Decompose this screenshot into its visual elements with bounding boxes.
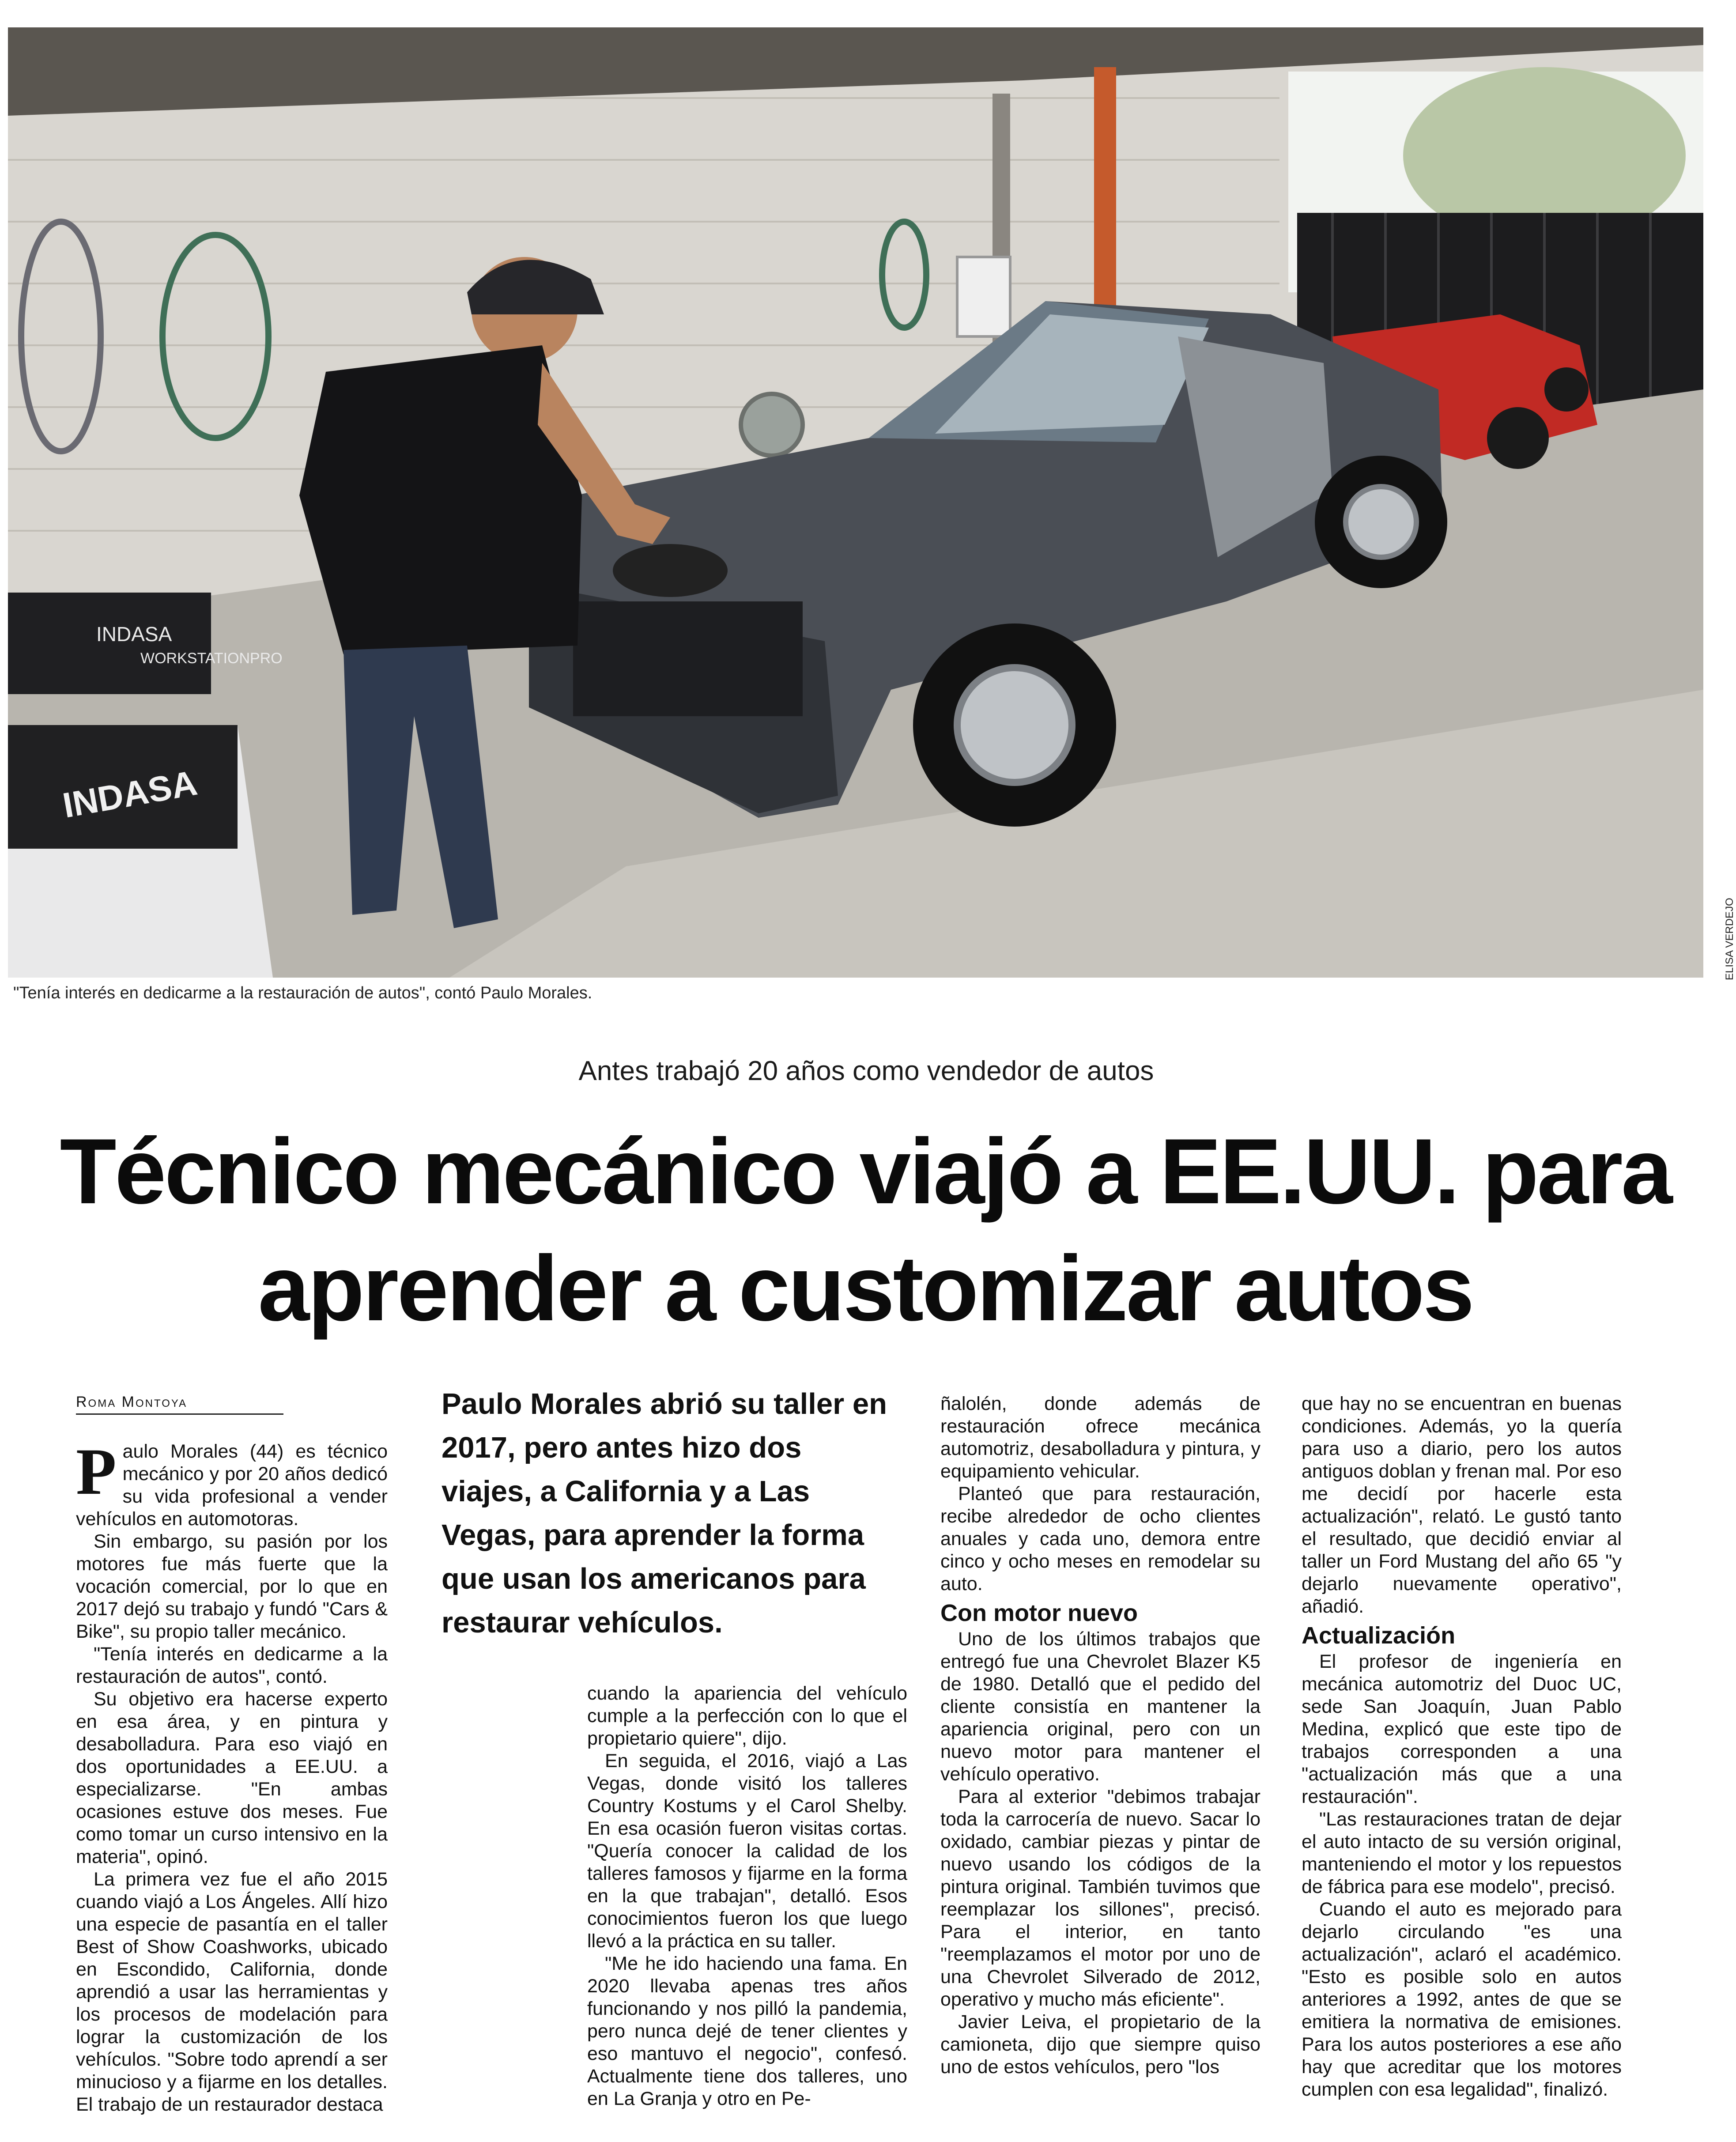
photo-caption: "Tenía interés en dedicarme a la restauración de autos", contó Paulo Morales. xyxy=(13,984,593,1002)
workstation-brand-text: INDASA xyxy=(96,623,172,646)
vacuum-brand-text: INDASA xyxy=(60,763,200,825)
workstation-model-text: WORKSTATIONPRO xyxy=(140,650,283,667)
drop-cap: P xyxy=(76,1435,117,1508)
column-3-paragraph: Para al exterior "debimos trabajar toda la carrocería de nuevo. Sacar lo oxidado, cambiar piezas y pintar de nuevo usando los códigos de la pintura original. También tuvimos que reemplazar los sillones", precisó. Para el interior, en tanto "reemplazamos el motor por uno de una Chevrolet Silverado de 2012, operativo y mucho más eficiente". xyxy=(940,1786,1260,2010)
column-1-paragraph: La primera vez fue el año 2015 cuando viajó a Los Ángeles. Allí hizo una especie de pasantía en el taller Best of Show Coashworks, ubicado en Escondido, California, donde aprendió a usar las herramientas y los procesos de modelación para lograr la customización de los vehículos. "Sobre todo aprendí a ser minucioso y a fijarme en los detalles. El trabajo de un restaurador destaca xyxy=(76,1869,388,2115)
photo-credit xyxy=(1706,892,1736,989)
article-headline xyxy=(35,1113,1695,1347)
column-1-paragraph: Sin embargo, su pasión por los motores fue más fuerte que la vocación comercial, por lo que en 2017 dejó su trabajo y fundó "Cars & Bike", su propio taller mecánico. xyxy=(76,1531,388,1642)
article-column-1 xyxy=(76,1435,388,2116)
column-4-paragraph: que hay no se encuentran en buenas condiciones. Además, yo la quería para uso a diario, pero los autos antiguos doblan y frenan mal. Por eso me decidí por hacerle esta actualización", relató. Le gustó tanto el resultado, que decidió enviar al taller un Ford Mustang del año 65 "y dejarlo nuevamente operativo", añadió. xyxy=(1302,1393,1622,1617)
column-2-paragraph: En seguida, el 2016, viajó a Las Vegas, donde visitó los talleres Country Kostums y el Carol Shelby. En esa ocasión fueron visitas cortas. "Quería conocer la calidad de los talleres famosos y fijarme en la forma en la que trabajan", detalló. Esos conocimientos fueron los que luego llevó a la práctica en su taller. xyxy=(587,1750,907,1952)
column-3-subhead: Con motor nuevo xyxy=(940,1600,1138,1626)
column-4-paragraph: El profesor de ingeniería en mecánica automotriz del Duoc UC, sede San Joaquín, Juan Pablo Medina, explicó que este tipo de trabajos corresponden a una "actualización más que a una restauración". xyxy=(1302,1651,1622,1807)
workshop-photo-illustration xyxy=(8,27,1703,978)
article-photo xyxy=(8,27,1703,978)
column-3-paragraph: Javier Leiva, el propietario de la camioneta, dijo que siempre quiso uno de estos vehículos, pero "los xyxy=(940,2011,1260,2078)
article-column-4 xyxy=(1302,1393,1622,2101)
column-4-paragraph: Cuando el auto es mejorado para dejarlo circulando "es una actualización", aclaró el académico. "Esto es posible solo en autos anteriores a 1992, antes de que se emitiera la normativa de emisiones. Para los autos posteriores a ese año hay que acreditar que los motores cumplen con esa legalidad", finalizó. xyxy=(1302,1899,1622,2100)
article-byline: Roma Montoya xyxy=(76,1394,283,1415)
column-1-paragraph: "Tenía interés en dedicarme a la restauración de autos", contó. xyxy=(76,1643,388,1687)
column-1-paragraph: Su objetivo era hacerse experto en esa área, y en pintura y desabolladura. Para eso viajó en dos oportunidades a EE.UU. a especializarse. "En ambas ocasiones estuve dos meses. Fue como tomar un curso intensivo en la materia", opinó. xyxy=(76,1689,388,1867)
column-2-paragraph: cuando la apariencia del vehículo cumple a la perfección con lo que el propietario quiere", dijo. xyxy=(587,1683,907,1749)
article-kicker: Antes trabajó 20 años como vendedor de autos xyxy=(578,1056,1154,1086)
headline-line-1: Técnico mecánico viajó a EE.UU. para xyxy=(60,1119,1671,1223)
column-3-paragraph: ñalolén, donde además de restauración ofrece mecánica automotriz, desabolladura y pintura, y equipamiento vehicular. xyxy=(940,1393,1260,1482)
article-column-2 xyxy=(587,1682,907,2110)
column-1-paragraph-text: aulo Morales (44) es técnico mecánico y por 20 años dedicó su vida profesional a vender vehículos en automotoras. xyxy=(76,1441,388,1530)
headline-line-2: aprender a customizar autos xyxy=(258,1236,1473,1340)
article-column-3 xyxy=(940,1393,1260,2078)
column-4-subhead: Actualización xyxy=(1302,1622,1456,1649)
article-deck: Paulo Morales abrió su taller en 2017, pero antes hizo dos viajes, a California y a Las Vegas, para aprender la forma que usan los americanos para restaurar vehículos. xyxy=(442,1387,887,1639)
column-2-paragraph: "Me he ido haciendo una fama. En 2020 llevaba apenas tres años funcionando y nos pilló la pandemia, pero nunca dejé de tener clientes y eso mantuvo el negocio", confesó. Actualmente tiene dos talleres, uno en La Granja y otro en Pe- xyxy=(587,1953,907,2109)
column-3-paragraph: Planteó que para restauración, recibe alrededor de ocho clientes anuales y cada uno, demora entre cinco y ocho meses en remodelar su auto. xyxy=(940,1483,1260,1594)
photo-credit-text: ELISA VERDEJO xyxy=(1724,898,1736,980)
column-1-paragraph xyxy=(76,1435,388,1530)
column-3-paragraph: Uno de los últimos trabajos que entregó fue una Chevrolet Blazer K5 de 1980. Detalló que el pedido del cliente consistía en mantener la apariencia original, pero con un nuevo motor para mantener el vehículo operativo. xyxy=(940,1628,1260,1785)
column-4-paragraph: "Las restauraciones tratan de dejar el auto intacto de su versión original, manteniendo el motor y los repuestos de fábrica para ese modelo", precisó. xyxy=(1302,1809,1622,1897)
